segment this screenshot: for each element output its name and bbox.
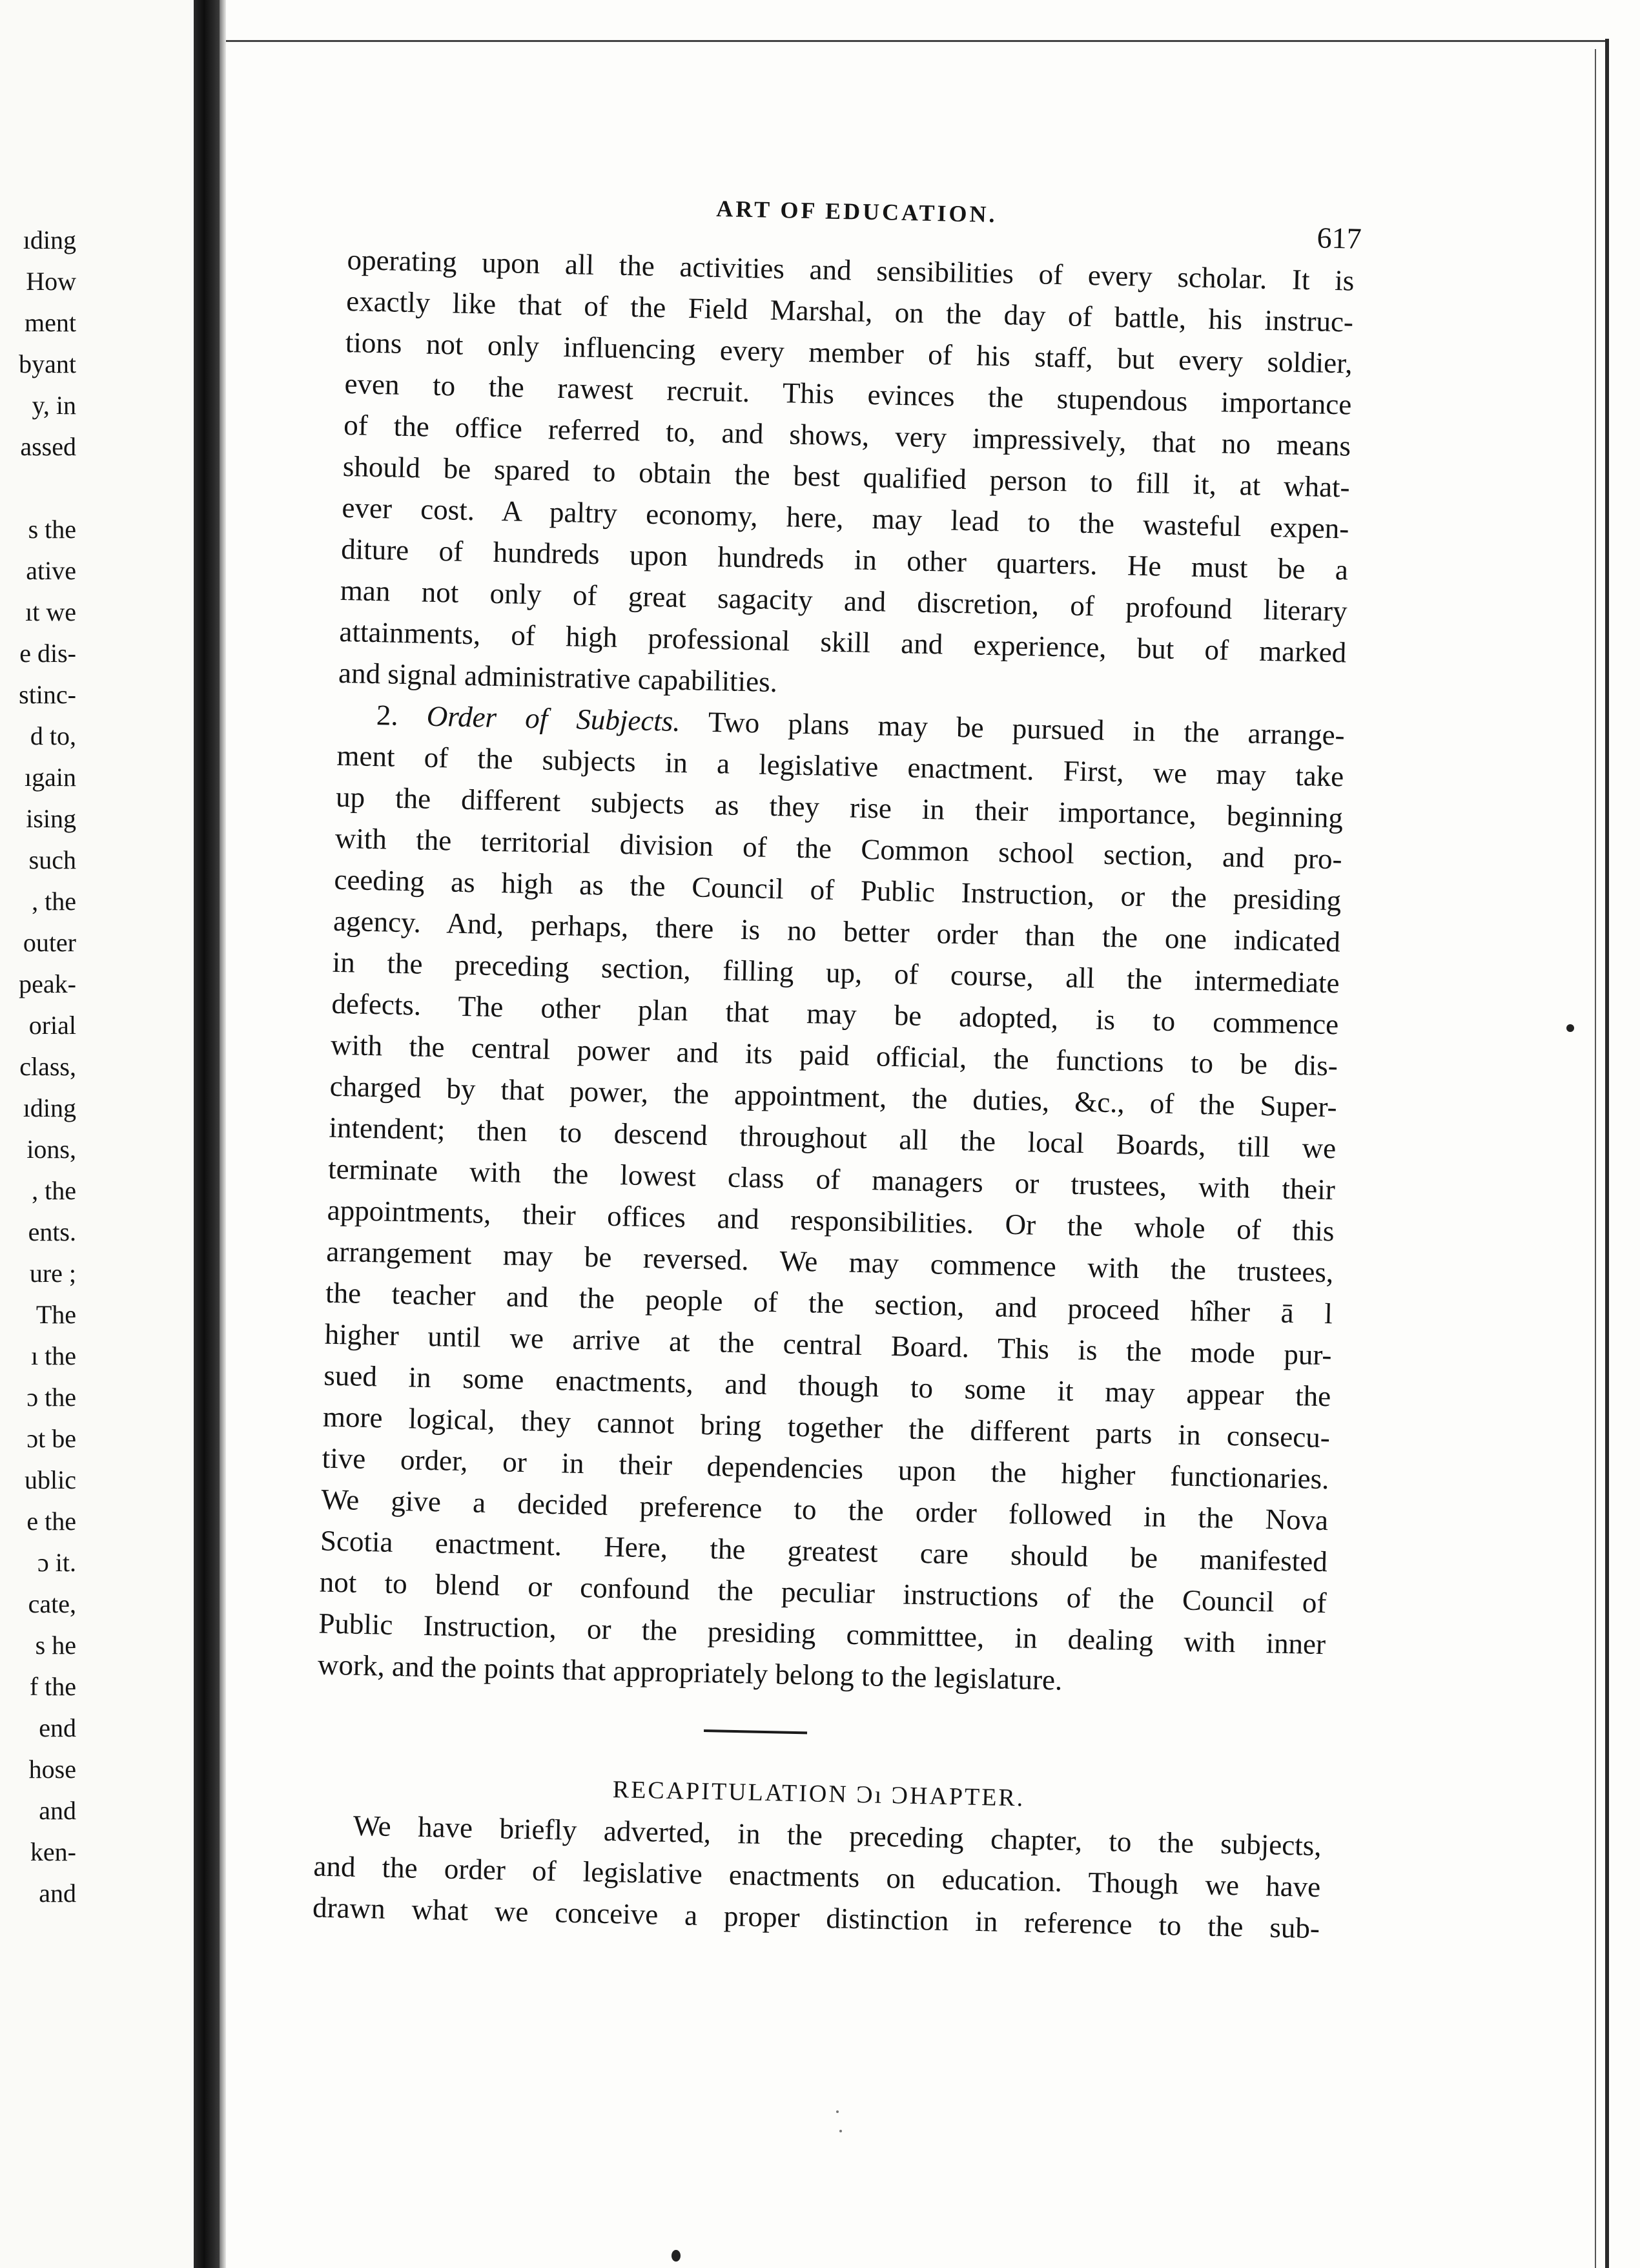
left-page-fragment-line: orial	[28, 1011, 76, 1040]
body-line: up the different subjects as they rise in their importance, beginning	[335, 780, 1344, 834]
left-page-fragment-line: ure ;	[29, 1259, 76, 1288]
left-page-fragment-line: s the	[28, 515, 76, 544]
left-page-fragment-line: peak-	[19, 969, 76, 998]
left-page-fragment-line: hose	[28, 1755, 76, 1784]
body-line: arrangement may be reversed. We may commence with the trustees,	[325, 1235, 1334, 1289]
body-line: operating upon all the activities and sensibilities of every scholar. It is	[347, 243, 1355, 297]
left-page-fragment-line: ɔt be	[26, 1424, 76, 1453]
page-number: 617	[1317, 221, 1362, 255]
body-line: appointments, their offices and responsibilities. Or the whole of this	[327, 1193, 1335, 1248]
left-page-fragment-line: ıt we	[25, 597, 76, 626]
left-page-fragment-line: , the	[32, 1176, 76, 1205]
scan-speck	[839, 2130, 842, 2132]
body-line: terminate with the lowest class of managers or trustees, with their	[327, 1152, 1336, 1206]
body-line: Scotia enactment. Here, the greatest care should be manifested	[320, 1524, 1328, 1578]
scan-speck	[671, 2250, 681, 2262]
body-line: in the preceding section, filling up, of course, all the intermediate	[332, 945, 1340, 1000]
body-line: diture of hundreds upon hundreds in other quarters. He must be a	[340, 532, 1349, 586]
left-page-fragment-line: , the	[32, 887, 76, 916]
left-page-fragment-line: d to,	[30, 721, 76, 750]
left-page-fragment-line: e the	[26, 1507, 76, 1536]
body-line: Public Instruction, or the presiding committtee, in dealing with inner	[318, 1607, 1326, 1661]
left-page-fragment-line: ɔ the	[26, 1383, 76, 1412]
body-line: should be spared to obtain the best qualified person to fill it, at what-	[342, 449, 1351, 504]
paragraph-2-number: 2.	[376, 699, 399, 732]
body-line: tive order, or in their dependencies upon the higher functionaries.	[322, 1441, 1329, 1496]
running-head-title: ART OF EDUCATION.	[716, 195, 998, 228]
left-page-fragment-line: The	[36, 1300, 76, 1329]
left-page-fragment-line: ken-	[30, 1837, 76, 1866]
left-page-fragment-line: and	[39, 1879, 76, 1908]
left-page-fragment-line: such	[28, 845, 76, 874]
section-heading: RECAPITULATION Ɔı ƆHAPTER.	[612, 1776, 1025, 1812]
left-page-fragment-line: e dis-	[19, 639, 76, 668]
left-page-text-fragments	[0, 220, 76, 1914]
left-page-fragment-line: y, in	[32, 391, 76, 420]
left-page-fragment-line	[0, 468, 76, 509]
recapitulation-paragraph	[313, 1804, 1322, 1949]
left-page-fragment-line: ublic	[25, 1465, 76, 1494]
left-page-fragment-line: How	[26, 267, 76, 296]
body-line: defects. The other plan that may be adopted, is to commence	[331, 987, 1339, 1041]
page-right-inner-edge	[1595, 49, 1596, 2268]
body-line: agency. And, perhaps, there is no better order than the one indicated	[333, 904, 1341, 958]
left-page-fragment-line: ions,	[26, 1135, 76, 1164]
body-line: with the territorial division of the Common school section, and pro-	[334, 821, 1343, 876]
body-line: ment of the subjects in a legislative enactment. First, we may take	[336, 739, 1344, 793]
body-line: with the central power and its paid official, the functions to be dis-	[330, 1028, 1338, 1082]
scan-speck	[836, 2110, 839, 2113]
body-line: attainments, of high professional skill and experience, but of marked	[339, 615, 1347, 669]
paragraph-2-first-text: Two plans may be pursued in the arrange-	[708, 705, 1346, 752]
left-page-fragment-line: ents.	[28, 1217, 76, 1246]
left-page-fragment-line: ment	[25, 308, 76, 337]
body-line: the teacher and the people of the section, and proceed hîher ā l	[325, 1276, 1333, 1330]
body-line: not to blend or confound the peculiar instructions of the Council of	[319, 1565, 1327, 1620]
paragraph-1	[338, 239, 1355, 715]
left-page-fragment-line: assed	[20, 432, 76, 461]
body-line: and the order of legislative enactments on education. Though we have	[313, 1850, 1321, 1904]
left-page-fragment-line: stinc-	[19, 680, 76, 709]
paragraph-2-heading: Order of Subjects.	[426, 699, 681, 737]
body-line: even to the rawest recruit. This evinces the stupendous importance	[344, 367, 1352, 421]
left-page-fragment-line: ıding	[23, 225, 76, 254]
body-line: higher until we arrive at the central Board. This is the mode pur-	[324, 1317, 1332, 1372]
body-line: We give a decided preference to the order followed in the Nova	[320, 1483, 1329, 1537]
left-page-fragment-line: s he	[35, 1631, 76, 1660]
body-line: tions not only influencing every member of his staff, but every soldier,	[345, 325, 1353, 380]
page-edge-shadow	[220, 0, 226, 2268]
body-line: of the office referred to, and shows, very impressively, that no means	[343, 408, 1351, 462]
body-line: work, and the points that appropriately belong to the legislature.	[317, 1648, 1063, 1696]
left-page-fragment-line: outer	[23, 928, 76, 957]
left-page-fragment-line: cate,	[28, 1589, 76, 1618]
left-page-fragment-line: ative	[26, 556, 76, 585]
section-rule	[704, 1729, 807, 1734]
left-page-fragment	[0, 0, 194, 2268]
left-page-fragment-line: ising	[26, 804, 76, 833]
body-line: We have briefly adverted, in the preceding chapter, to the subjects,	[353, 1809, 1322, 1862]
left-page-fragment-line: ıding	[23, 1093, 76, 1122]
page-text-block	[312, 187, 1362, 1949]
left-page-fragment-line: ıgain	[25, 763, 76, 792]
page-top-edge	[226, 40, 1608, 42]
scan-speck	[1566, 1024, 1574, 1032]
body-line: intendent; then to descend throughout all the local Boards, till we	[328, 1111, 1337, 1165]
body-line: man not only of great sagacity and discretion, of profound literary	[340, 573, 1348, 628]
body-line: ever cost. A paltry economy, here, may lead to the wasteful expen-	[342, 491, 1349, 545]
left-page-fragment-line: class,	[19, 1052, 76, 1081]
paragraph-2	[317, 735, 1344, 1706]
body-line: ceeding as high as the Council of Public Instruction, or the presiding	[334, 863, 1342, 917]
book-gutter	[194, 0, 220, 2268]
left-page-fragment-line: and	[39, 1796, 76, 1825]
body-line: exactly like that of the Field Marshal, on the day of battle, his instruc-	[345, 284, 1354, 338]
left-page-fragment-line: end	[39, 1713, 76, 1742]
body-line: drawn what we conceive a proper distinction in reference to the sub-	[312, 1891, 1320, 1945]
body-line: and signal administrative capabilities.	[338, 656, 778, 699]
left-page-fragment-line: byant	[19, 349, 76, 378]
page-right-edge	[1605, 39, 1609, 2268]
body-line: sued in some enactments, and though to some it may appear the	[323, 1359, 1331, 1413]
left-page-fragment-line: ɔ it.	[37, 1548, 76, 1577]
left-page-fragment-line: f the	[29, 1672, 76, 1701]
body-line: more logical, they cannot bring together the different parts in consecu-	[322, 1400, 1331, 1454]
body-line: charged by that power, the appointment, the duties, &c., of the Super-	[329, 1069, 1338, 1124]
left-page-fragment-line: ı the	[31, 1341, 76, 1370]
